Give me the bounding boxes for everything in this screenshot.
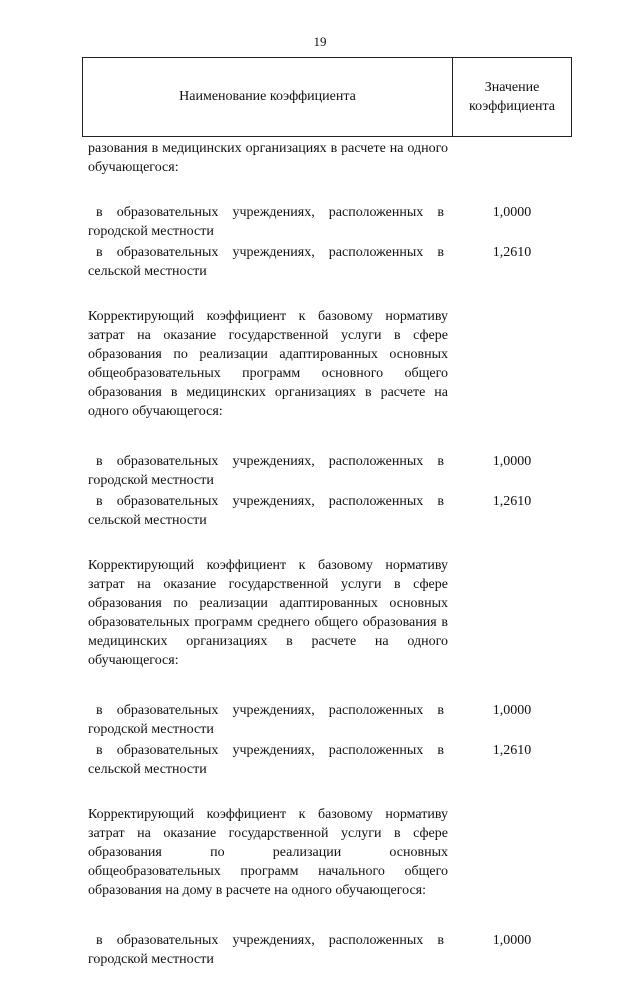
row-value: 1,0000 <box>492 933 532 948</box>
table-row <box>88 701 558 739</box>
coefficient-block <box>88 307 558 530</box>
row-value: 1,0000 <box>492 703 532 718</box>
table-body <box>88 139 558 995</box>
row-label: в образовательных учреждениях, расположенных в городской местности <box>88 933 444 967</box>
header-coefficient-name: Наименование коэффициента <box>83 58 453 136</box>
row-value: 1,2610 <box>492 245 532 260</box>
table-header <box>82 57 572 137</box>
row-value: 1,0000 <box>492 205 532 220</box>
block-description: Корректирующий коэффициент к базовому нормативу затрат на оказание государственной услуги в сфере образования по реализации адаптированных основных общеобразовательных программ основного общего образования в медицинских организациях в расчете на одного обучающегося: <box>88 309 448 419</box>
coefficient-block <box>88 805 558 969</box>
row-value: 1,2610 <box>492 494 532 509</box>
row-value: 1,0000 <box>492 454 532 469</box>
row-label: в образовательных учреждениях, расположенных в сельской местности <box>88 743 444 777</box>
coefficient-block <box>88 556 558 779</box>
row-value: 1,2610 <box>492 743 532 758</box>
table-row <box>88 741 558 779</box>
header-coefficient-value: Значение коэффициента <box>469 80 555 114</box>
row-label: в образовательных учреждениях, расположенных в сельской местности <box>88 494 444 528</box>
table-row <box>88 931 558 969</box>
row-label: в образовательных учреждениях, расположенных в городской местности <box>88 205 444 239</box>
block-description: разования в медицинских организациях в расчете на одного обучающегося: <box>88 141 448 175</box>
row-label: в образовательных учреждениях, расположенных в сельской местности <box>88 245 444 279</box>
coefficient-block <box>88 139 558 281</box>
row-label: в образовательных учреждениях, расположенных в городской местности <box>88 703 444 737</box>
table-row <box>88 492 558 530</box>
page-number: 19 <box>313 34 327 49</box>
table-row <box>88 452 558 490</box>
block-description: Корректирующий коэффициент к базовому нормативу затрат на оказание государственной услуги в сфере образования по реализации основных общеобразовательных программ начального общего образования на дому в расчете на одного обучающегося: <box>88 807 448 898</box>
table-row <box>88 203 558 241</box>
row-label: в образовательных учреждениях, расположенных в городской местности <box>88 454 444 488</box>
block-description: Корректирующий коэффициент к базовому нормативу затрат на оказание государственной услуги в сфере образования по реализации адаптированных основных образовательных программ среднего общего образования в медицинских организациях в расчете на одного обучающегося: <box>88 558 448 668</box>
table-row <box>88 243 558 281</box>
